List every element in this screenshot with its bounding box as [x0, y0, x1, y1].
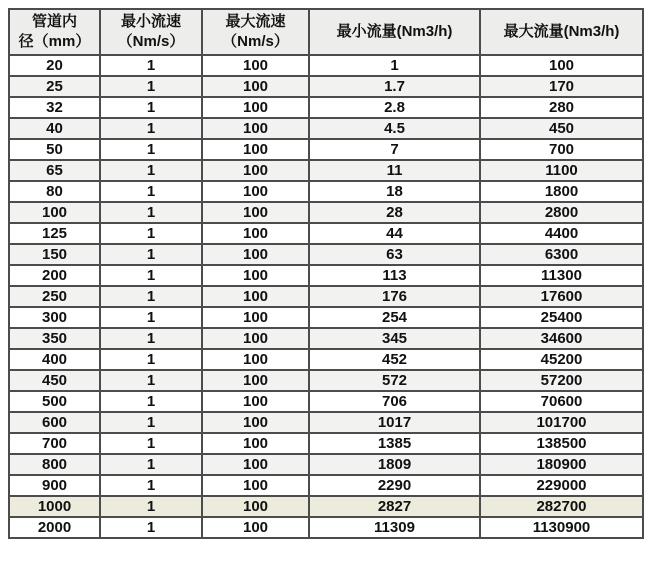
cell: 1	[100, 328, 202, 349]
cell: 25400	[480, 307, 643, 328]
cell: 452	[309, 349, 480, 370]
cell: 2.8	[309, 97, 480, 118]
cell: 57200	[480, 370, 643, 391]
cell: 45200	[480, 349, 643, 370]
table-header	[9, 9, 643, 55]
cell: 34600	[480, 328, 643, 349]
cell: 700	[9, 433, 100, 454]
table-row	[9, 181, 643, 202]
cell: 1	[100, 307, 202, 328]
cell: 500	[9, 391, 100, 412]
cell: 70600	[480, 391, 643, 412]
cell: 170	[480, 76, 643, 97]
cell: 100	[202, 139, 309, 160]
cell: 100	[202, 412, 309, 433]
cell: 100	[202, 349, 309, 370]
cell: 20	[9, 55, 100, 76]
cell: 1100	[480, 160, 643, 181]
table-row	[9, 55, 643, 76]
cell: 100	[202, 181, 309, 202]
table-row	[9, 475, 643, 496]
cell: 180900	[480, 454, 643, 475]
cell: 450	[480, 118, 643, 139]
cell: 1	[100, 286, 202, 307]
cell: 254	[309, 307, 480, 328]
table-row	[9, 433, 643, 454]
cell: 2827	[309, 496, 480, 517]
cell: 1	[100, 139, 202, 160]
cell: 1	[100, 517, 202, 538]
header-row	[9, 9, 643, 55]
cell: 2800	[480, 202, 643, 223]
cell: 1	[100, 475, 202, 496]
cell: 100	[202, 244, 309, 265]
table-row	[9, 412, 643, 433]
table-row	[9, 517, 643, 538]
table-row	[9, 349, 643, 370]
cell: 100	[202, 223, 309, 244]
cell: 600	[9, 412, 100, 433]
table-row	[9, 265, 643, 286]
cell: 229000	[480, 475, 643, 496]
table-row	[9, 496, 643, 517]
cell: 280	[480, 97, 643, 118]
cell: 100	[202, 454, 309, 475]
cell: 100	[202, 202, 309, 223]
cell: 28	[309, 202, 480, 223]
cell: 100	[202, 286, 309, 307]
table-row	[9, 97, 643, 118]
cell: 100	[202, 370, 309, 391]
cell: 25	[9, 76, 100, 97]
cell: 1	[100, 454, 202, 475]
cell: 125	[9, 223, 100, 244]
cell: 1	[100, 118, 202, 139]
table-row	[9, 76, 643, 97]
cell: 1	[100, 265, 202, 286]
table-row	[9, 160, 643, 181]
cell: 44	[309, 223, 480, 244]
cell: 150	[9, 244, 100, 265]
cell: 11	[309, 160, 480, 181]
cell: 700	[480, 139, 643, 160]
table-row	[9, 370, 643, 391]
cell: 1017	[309, 412, 480, 433]
cell: 400	[9, 349, 100, 370]
cell: 100	[202, 496, 309, 517]
cell: 100	[202, 55, 309, 76]
cell: 1	[100, 349, 202, 370]
cell: 1	[100, 181, 202, 202]
cell: 1000	[9, 496, 100, 517]
cell: 1809	[309, 454, 480, 475]
cell: 1800	[480, 181, 643, 202]
cell: 80	[9, 181, 100, 202]
column-header-3: 最小流量(Nm3/h)	[309, 9, 480, 55]
cell: 100	[202, 433, 309, 454]
table-row	[9, 139, 643, 160]
cell: 7	[309, 139, 480, 160]
cell: 1	[100, 370, 202, 391]
cell: 1385	[309, 433, 480, 454]
cell: 100	[202, 97, 309, 118]
table-row	[9, 118, 643, 139]
cell: 100	[202, 76, 309, 97]
cell: 101700	[480, 412, 643, 433]
cell: 2000	[9, 517, 100, 538]
cell: 1	[100, 244, 202, 265]
cell: 572	[309, 370, 480, 391]
cell: 200	[9, 265, 100, 286]
cell: 50	[9, 139, 100, 160]
cell: 100	[202, 118, 309, 139]
cell: 1	[100, 412, 202, 433]
table-body	[9, 55, 643, 538]
cell: 32	[9, 97, 100, 118]
cell: 100	[202, 265, 309, 286]
table-row	[9, 223, 643, 244]
cell: 1	[100, 391, 202, 412]
cell: 100	[202, 391, 309, 412]
cell: 282700	[480, 496, 643, 517]
cell: 900	[9, 475, 100, 496]
cell: 1.7	[309, 76, 480, 97]
cell: 176	[309, 286, 480, 307]
cell: 65	[9, 160, 100, 181]
cell: 4.5	[309, 118, 480, 139]
table-row	[9, 454, 643, 475]
cell: 100	[202, 517, 309, 538]
column-header-1: 最小流速 （Nm/s）	[100, 9, 202, 55]
cell: 100	[202, 307, 309, 328]
cell: 18	[309, 181, 480, 202]
table-row	[9, 286, 643, 307]
cell: 4400	[480, 223, 643, 244]
table-row	[9, 307, 643, 328]
cell: 1	[100, 97, 202, 118]
column-header-4: 最大流量(Nm3/h)	[480, 9, 643, 55]
cell: 1	[100, 55, 202, 76]
cell: 1	[100, 223, 202, 244]
cell: 11300	[480, 265, 643, 286]
cell: 1	[309, 55, 480, 76]
cell: 100	[202, 160, 309, 181]
cell: 350	[9, 328, 100, 349]
cell: 113	[309, 265, 480, 286]
cell: 100	[480, 55, 643, 76]
cell: 250	[9, 286, 100, 307]
cell: 450	[9, 370, 100, 391]
table-row	[9, 202, 643, 223]
cell: 1130900	[480, 517, 643, 538]
cell: 1	[100, 76, 202, 97]
cell: 1	[100, 433, 202, 454]
cell: 100	[202, 475, 309, 496]
cell: 100	[9, 202, 100, 223]
table-row	[9, 328, 643, 349]
flow-rate-table	[8, 8, 644, 539]
cell: 345	[309, 328, 480, 349]
cell: 17600	[480, 286, 643, 307]
cell: 2290	[309, 475, 480, 496]
cell: 706	[309, 391, 480, 412]
cell: 63	[309, 244, 480, 265]
cell: 6300	[480, 244, 643, 265]
cell: 800	[9, 454, 100, 475]
cell: 11309	[309, 517, 480, 538]
cell: 300	[9, 307, 100, 328]
cell: 40	[9, 118, 100, 139]
table-row	[9, 244, 643, 265]
cell: 1	[100, 496, 202, 517]
column-header-0: 管道内 径（mm）	[9, 9, 100, 55]
cell: 1	[100, 160, 202, 181]
cell: 138500	[480, 433, 643, 454]
cell: 100	[202, 328, 309, 349]
table-row	[9, 391, 643, 412]
column-header-2: 最大流速 （Nm/s）	[202, 9, 309, 55]
cell: 1	[100, 202, 202, 223]
